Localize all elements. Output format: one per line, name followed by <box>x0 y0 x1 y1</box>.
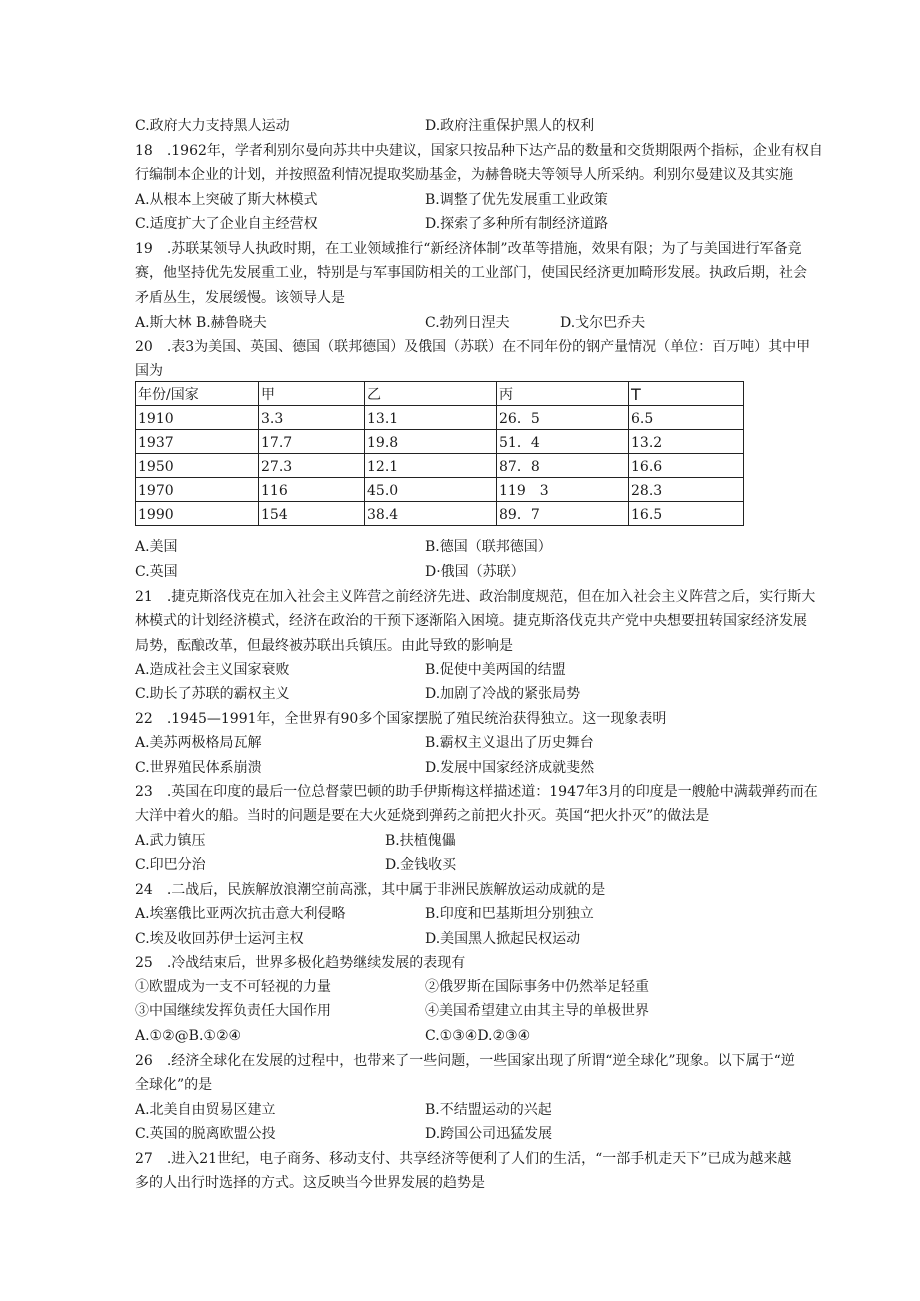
q20-option-c: C.英国 <box>135 564 178 580</box>
table-cell: 1990 <box>136 502 259 526</box>
q20-option-a: A.美国 <box>135 539 178 555</box>
table-cell: 89．7 <box>497 502 629 526</box>
q20-stem-line-2: 国为 <box>135 363 163 379</box>
q23-option-b: B.扶植傀儡 <box>385 833 456 849</box>
q23-option-a: A.武力镇压 <box>135 833 206 849</box>
table-cell: 12.1 <box>365 454 497 478</box>
table-row <box>136 502 744 526</box>
table-cell: 1950 <box>136 454 259 478</box>
q26-option-d: D.跨国公司迅猛发展 <box>425 1126 553 1142</box>
q25-option-ab: A.①②@B.①②④ <box>135 1028 242 1044</box>
table-cell: 1970 <box>136 478 259 502</box>
q20-option-b: B.德国（联邦德国） <box>425 539 552 555</box>
table-cell: 87．8 <box>497 454 629 478</box>
table-cell: 16.5 <box>629 502 744 526</box>
q24-option-d: D.美国黑人掀起民权运动 <box>425 931 581 947</box>
q22-option-b: B.霸权主义退出了历史舞台 <box>425 735 594 751</box>
table-cell: 51．4 <box>497 430 629 454</box>
q26-stem-line-1: 26 .经济全球化在发展的过程中，也带来了一些问题，一些国家出现了所谓“逆全球化”现象。以下属于“逆 <box>135 1053 795 1069</box>
table-cell: 13.1 <box>365 406 497 430</box>
q23-stem-line-1: 23 .英国在印度的最后一位总督蒙巴顿的助手伊斯梅这样描述道：1947年3月的印度是一艘舱中满载弹药而在 <box>135 784 818 800</box>
q21-option-a: A.造成社会主义国家衰败 <box>135 662 290 678</box>
q23-stem-line-2: 大洋中着火的船。当时的问题是要在大火延烧到弹药之前把火扑灭。英国“把火扑灭”的做法是 <box>135 808 710 824</box>
q17-option-c: C.政府大力支持黑人运动 <box>135 118 290 134</box>
q19-option-c: C.勃列日涅夫 <box>425 315 510 331</box>
table-cell: 17.7 <box>259 430 365 454</box>
table-cell: 1910 <box>136 406 259 430</box>
q17-option-d: D.政府注重保护黑人的权利 <box>425 118 595 134</box>
table-cell: 116 <box>259 478 365 502</box>
table-cell: 26．5 <box>497 406 629 430</box>
q25-statement-3: ③中国继续发挥负责任大国作用 <box>135 1003 331 1019</box>
q19-stem-line-1: 19 .苏联某领导人执政时期，在工业领域推行“新经济体制”改革等措施，效果有限；为了与美国进行军备竞 <box>135 241 802 257</box>
q27-stem-line-2: 多的人出行时选择的方式。这反映当今世界发展的趋势是 <box>135 1175 485 1191</box>
table-cell: 13.2 <box>629 430 744 454</box>
q25-statement-4: ④美国希望建立由其主导的单极世界 <box>425 1003 649 1019</box>
q26-option-a: A.北美自由贸易区建立 <box>135 1102 276 1118</box>
q26-option-c: C.英国的脱离欧盟公投 <box>135 1126 276 1142</box>
q24-option-c: C.埃及收回苏伊士运河主权 <box>135 931 304 947</box>
q25-statement-1: ①欧盟成为一支不可轻视的力量 <box>135 979 331 995</box>
q19-option-d: D.戈尔巴乔夫 <box>560 315 646 331</box>
q24-option-b: B.印度和巴基斯坦分别独立 <box>425 906 594 922</box>
table-cell: 154 <box>259 502 365 526</box>
table-header-row <box>136 382 744 406</box>
q22-stem: 22 .1945—1991年，全世界有90多个国家摆脱了殖民统治获得独立。这一现象表明 <box>135 711 667 727</box>
table-cell: 6.5 <box>629 406 744 430</box>
table-cell: 3.3 <box>259 406 365 430</box>
q18-option-a: A.从根本上突破了斯大林模式 <box>135 192 318 208</box>
steel-output-table <box>135 381 744 526</box>
q21-option-c: C.助长了苏联的霸权主义 <box>135 686 290 702</box>
q19-stem-line-2: 赛，他坚持优先发展重工业，特别是与军事国防相关的工业部门，使国民经济更加畸形发展。执政后期，社会 <box>135 265 807 281</box>
q27-stem-line-1: 27 .进入21世纪，电子商务、移动支付、共享经济等便利了人们的生活，“一部手机走天下”已成为越来越 <box>135 1151 792 1167</box>
q26-stem-line-2: 全球化”的是 <box>135 1077 213 1093</box>
table-cell: 16.6 <box>629 454 744 478</box>
table-row <box>136 478 744 502</box>
q18-stem-line-1: 18 .1962年，学者利别尔曼向苏共中央建议，国家只按品种下达产品的数量和交货期限两个指标，企业有权自 <box>135 143 823 159</box>
q18-option-c: C.适度扩大了企业自主经营权 <box>135 216 318 232</box>
table-header-cell: T <box>629 382 744 406</box>
q22-option-c: C.世界殖民体系崩溃 <box>135 760 262 776</box>
q25-option-cd: C.①③④D.②③④ <box>425 1028 531 1044</box>
table-row <box>136 454 744 478</box>
table-cell: 19.8 <box>365 430 497 454</box>
table-row <box>136 406 744 430</box>
table-header-cell: 乙 <box>365 382 497 406</box>
table-cell: 27.3 <box>259 454 365 478</box>
q18-option-b: B.调整了优先发展重工业政策 <box>425 192 608 208</box>
q21-option-d: D.加剧了冷战的紧张局势 <box>425 686 581 702</box>
table-cell: 45.0 <box>365 478 497 502</box>
table-header-cell: 丙 <box>497 382 629 406</box>
table-header-cell: 年份/国家 <box>136 382 259 406</box>
q26-option-b: B.不结盟运动的兴起 <box>425 1102 552 1118</box>
table-header-cell: 甲 <box>259 382 365 406</box>
q22-option-d: D.发展中国家经济成就斐然 <box>425 760 595 776</box>
table-row <box>136 430 744 454</box>
q25-stem: 25 .冷战结束后，世界多极化趋势继续发展的表现有 <box>135 955 466 971</box>
q21-stem-line-2: 林模式的计划经济模式，经济在政治的干预下逐渐陷入困境。捷克斯洛伐克共产党中央想要扭转国家经济发展 <box>135 613 807 629</box>
q18-option-d: D.探索了多种所有制经济道路 <box>425 216 609 232</box>
q23-option-d: D.金钱收买 <box>385 857 457 873</box>
table-cell: 119 3 <box>497 478 629 502</box>
q20-option-d: D·俄国（苏联） <box>425 564 525 580</box>
q23-option-c: C.印巴分治 <box>135 857 206 873</box>
q21-stem-line-1: 21 .捷克斯洛伐克在加入社会主义阵营之前经济先进、政治制度规范，但在加入社会主义阵营之后，实行斯大 <box>135 589 816 605</box>
q24-stem: 24 .二战后，民族解放浪潮空前高涨，其中属于非洲民族解放运动成就的是 <box>135 882 606 898</box>
table-cell: 1937 <box>136 430 259 454</box>
q19-option-ab: A.斯大林 B.赫鲁晓夫 <box>135 315 267 331</box>
q22-option-a: A.美苏两极格局瓦解 <box>135 735 262 751</box>
q19-stem-line-3: 矛盾丛生，发展缓慢。该领导人是 <box>135 290 345 306</box>
q25-statement-2: ②俄罗斯在国际事务中仍然举足轻重 <box>425 979 649 995</box>
q21-option-b: B.促使中美两国的结盟 <box>425 662 566 678</box>
q24-option-a: A.埃塞俄比亚两次抗击意大利侵略 <box>135 906 346 922</box>
q18-stem-line-2: 行编制本企业的计划，并按照盈利情况提取奖励基金，为赫鲁晓夫等领导人所采纳。利别尔曼建议及其实施 <box>135 167 793 183</box>
q20-stem-line-1: 20 .表3为美国、英国、德国（联邦德国）及俄国（苏联）在不同年份的钢产量情况（单位：百万吨）其中甲 <box>135 339 811 355</box>
table-cell: 38.4 <box>365 502 497 526</box>
table-cell: 28.3 <box>629 478 744 502</box>
q21-stem-line-3: 局势，酝酿改革，但最终被苏联出兵镇压。由此导致的影响是 <box>135 638 513 654</box>
